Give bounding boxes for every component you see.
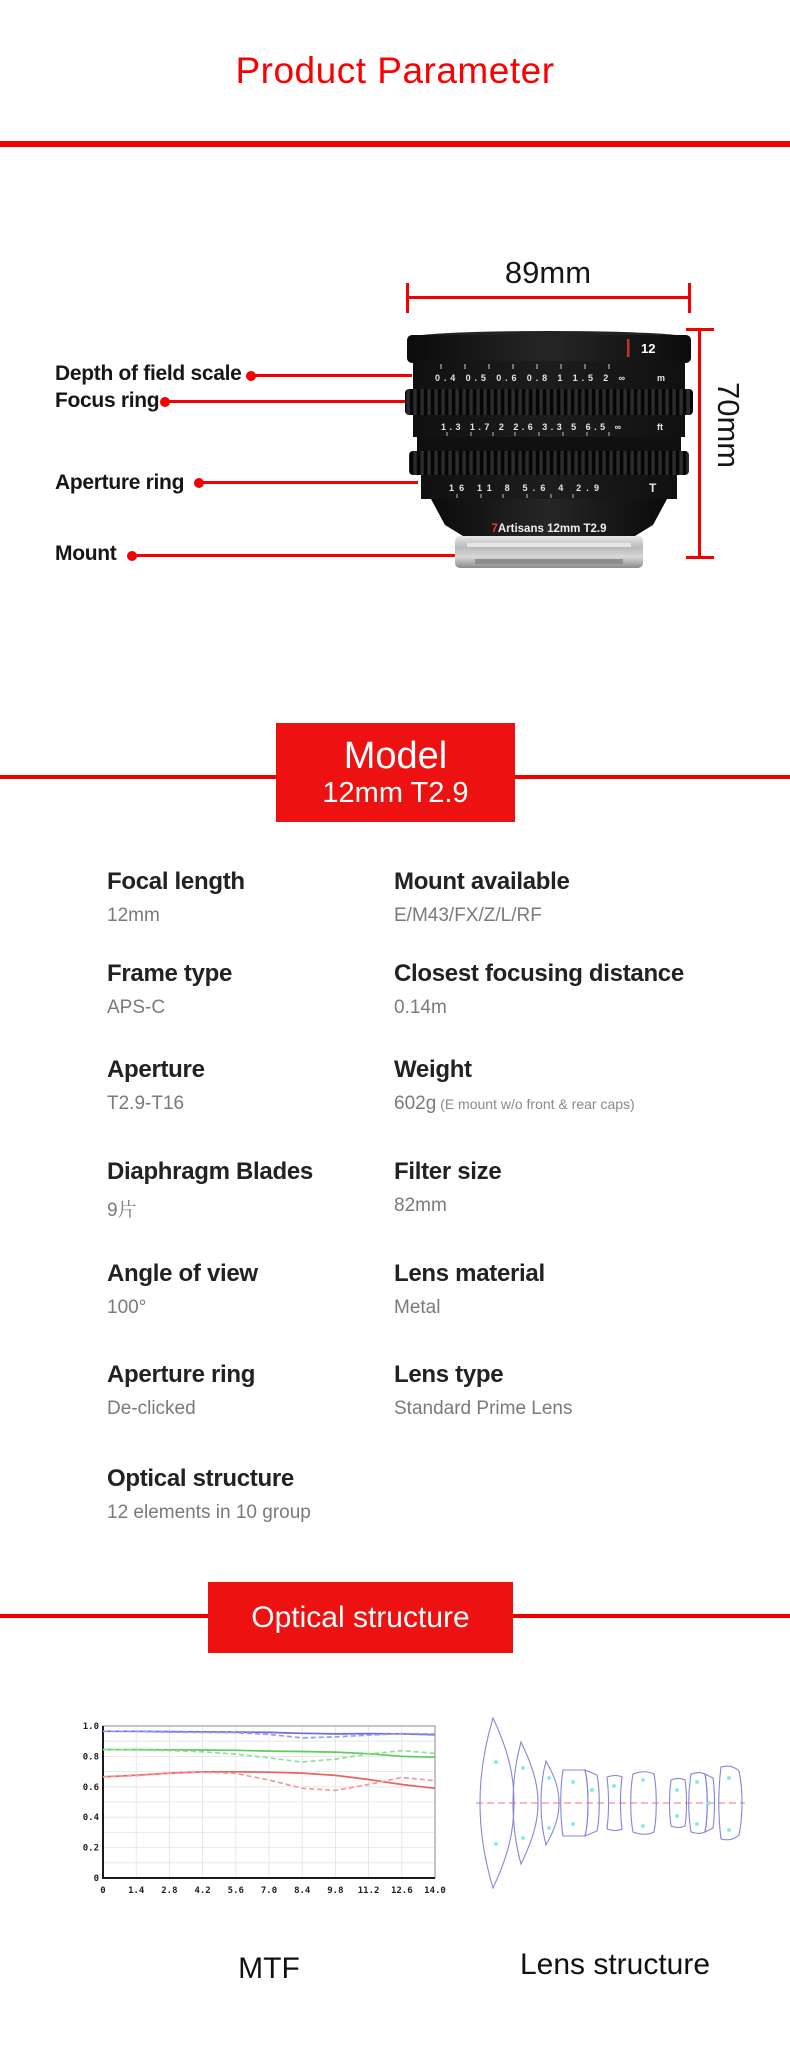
callout-line <box>200 481 418 484</box>
callout-label: Depth of field scale <box>55 362 242 385</box>
spec-item <box>394 868 570 927</box>
callout-label: Aperture ring <box>55 471 185 494</box>
spec-value: 12 elements in 10 group <box>107 1502 311 1523</box>
svg-text:9.8: 9.8 <box>327 1886 344 1896</box>
width-dimension-label: 89mm <box>504 255 592 290</box>
spec-item <box>107 1361 255 1420</box>
spec-item <box>394 960 684 1019</box>
svg-text:11.2: 11.2 <box>357 1886 380 1896</box>
lens-red-index <box>627 339 630 357</box>
spec-value: E/M43/FX/Z/L/RF <box>394 905 542 926</box>
spec-value: 9片 <box>107 1200 137 1221</box>
svg-text:4.2: 4.2 <box>194 1886 211 1896</box>
svg-text:14.0: 14.0 <box>424 1886 446 1896</box>
mtf-caption: MTF <box>238 1952 300 1985</box>
spec-note: (E mount w/o front & rear caps) <box>436 1096 635 1112</box>
model-badge <box>276 723 515 822</box>
height-dimension-line <box>698 330 701 559</box>
top-divider <box>0 141 790 147</box>
lens-meters-unit: m <box>657 373 666 383</box>
svg-text:0.4: 0.4 <box>82 1813 99 1824</box>
width-dimension-tick-left <box>406 283 409 313</box>
spec-item <box>107 1056 205 1115</box>
svg-text:1.0: 1.0 <box>82 1722 99 1732</box>
spec-label: Diaphragm Blades <box>107 1158 313 1185</box>
lens-aperture-ring <box>409 451 689 475</box>
lens-feet-scale: 1.3 1.7 2 2.6 3.3 5 6.5 ∞ <box>441 422 621 432</box>
spec-value: 100° <box>107 1297 147 1318</box>
spec-value: 602g (E mount w/o front & rear caps) <box>394 1093 635 1114</box>
spec-value: Standard Prime Lens <box>394 1398 573 1419</box>
spec-value: 82mm <box>394 1195 447 1216</box>
spec-item <box>394 1056 635 1115</box>
model-badge-subtitle: 12mm T2.9 <box>322 777 469 810</box>
svg-text:7.0: 7.0 <box>260 1886 278 1896</box>
spec-label: Lens material <box>394 1260 545 1287</box>
spec-label: Aperture ring <box>107 1361 256 1388</box>
spec-label: Aperture <box>107 1056 205 1083</box>
spec-label: Angle of view <box>107 1260 258 1287</box>
callout-label: Focus ring <box>55 389 160 412</box>
spec-item <box>107 1260 258 1319</box>
svg-text:5.6: 5.6 <box>227 1886 244 1896</box>
lens-tstop-scale: 16 11 8 5.6 4 2.9 <box>449 483 599 493</box>
spec-item <box>107 1158 313 1222</box>
spec-item <box>107 1465 311 1524</box>
lens-brand-accent: 7 <box>491 523 498 535</box>
lens-feet-unit: ft <box>657 422 663 432</box>
lens-meters-scale: 0.4 0.5 0.6 0.8 1 1.5 2 ∞ <box>435 373 625 383</box>
lens-tstop-unit: T <box>649 481 657 495</box>
spec-item <box>394 1158 501 1217</box>
lens-focal-mark: 12 <box>641 341 656 356</box>
spec-label: Frame type <box>107 960 233 987</box>
spec-label: Focal length <box>107 868 245 895</box>
spec-item <box>107 960 232 1019</box>
lens-structure-caption: Lens structure <box>519 1948 711 1981</box>
spec-item <box>107 868 245 927</box>
spec-item <box>394 1361 573 1420</box>
optical-structure-badge: Optical structure <box>208 1582 513 1653</box>
page-title: Product Parameter <box>235 50 555 91</box>
callout-line <box>166 400 408 403</box>
svg-text:12.6: 12.6 <box>390 1886 413 1896</box>
mtf-chart <box>75 1714 447 1906</box>
lens-focus-ring <box>405 389 693 415</box>
svg-text:0.8: 0.8 <box>82 1752 99 1763</box>
height-dimension-label: 70mm <box>711 382 746 469</box>
lens-brand-text <box>491 523 606 535</box>
svg-text:0.6: 0.6 <box>82 1782 99 1793</box>
spec-value: APS-C <box>107 997 166 1018</box>
spec-value: De-clicked <box>107 1398 196 1419</box>
svg-text:1.4: 1.4 <box>128 1886 145 1896</box>
width-dimension-tick-right <box>688 283 691 313</box>
spec-label: Optical structure <box>107 1465 294 1492</box>
svg-text:0: 0 <box>93 1874 99 1884</box>
svg-text:0: 0 <box>100 1886 106 1896</box>
spec-value: Metal <box>394 1297 441 1318</box>
lens-structure-diagram <box>473 1710 748 1905</box>
spec-value: T2.9-T16 <box>107 1093 185 1114</box>
svg-text:2.8: 2.8 <box>161 1886 178 1896</box>
width-dimension-line <box>406 296 691 299</box>
spec-label: Filter size <box>394 1158 502 1185</box>
svg-text:8.4: 8.4 <box>294 1886 311 1896</box>
spec-label: Closest focusing distance <box>394 960 684 987</box>
lens-brand-rest: Artisans 12mm T2.9 <box>497 523 607 535</box>
spec-value: 0.14m <box>394 997 447 1018</box>
lens-photo <box>405 331 693 577</box>
callout-label: Mount <box>55 542 117 565</box>
spec-value: 12mm <box>107 905 160 926</box>
svg-text:0.2: 0.2 <box>82 1843 99 1854</box>
spec-label: Weight <box>394 1056 472 1083</box>
spec-item <box>394 1260 545 1319</box>
model-badge-title: Model <box>343 734 448 777</box>
spec-label: Lens type <box>394 1361 504 1388</box>
spec-label: Mount available <box>394 868 570 895</box>
callout-line <box>252 374 412 377</box>
